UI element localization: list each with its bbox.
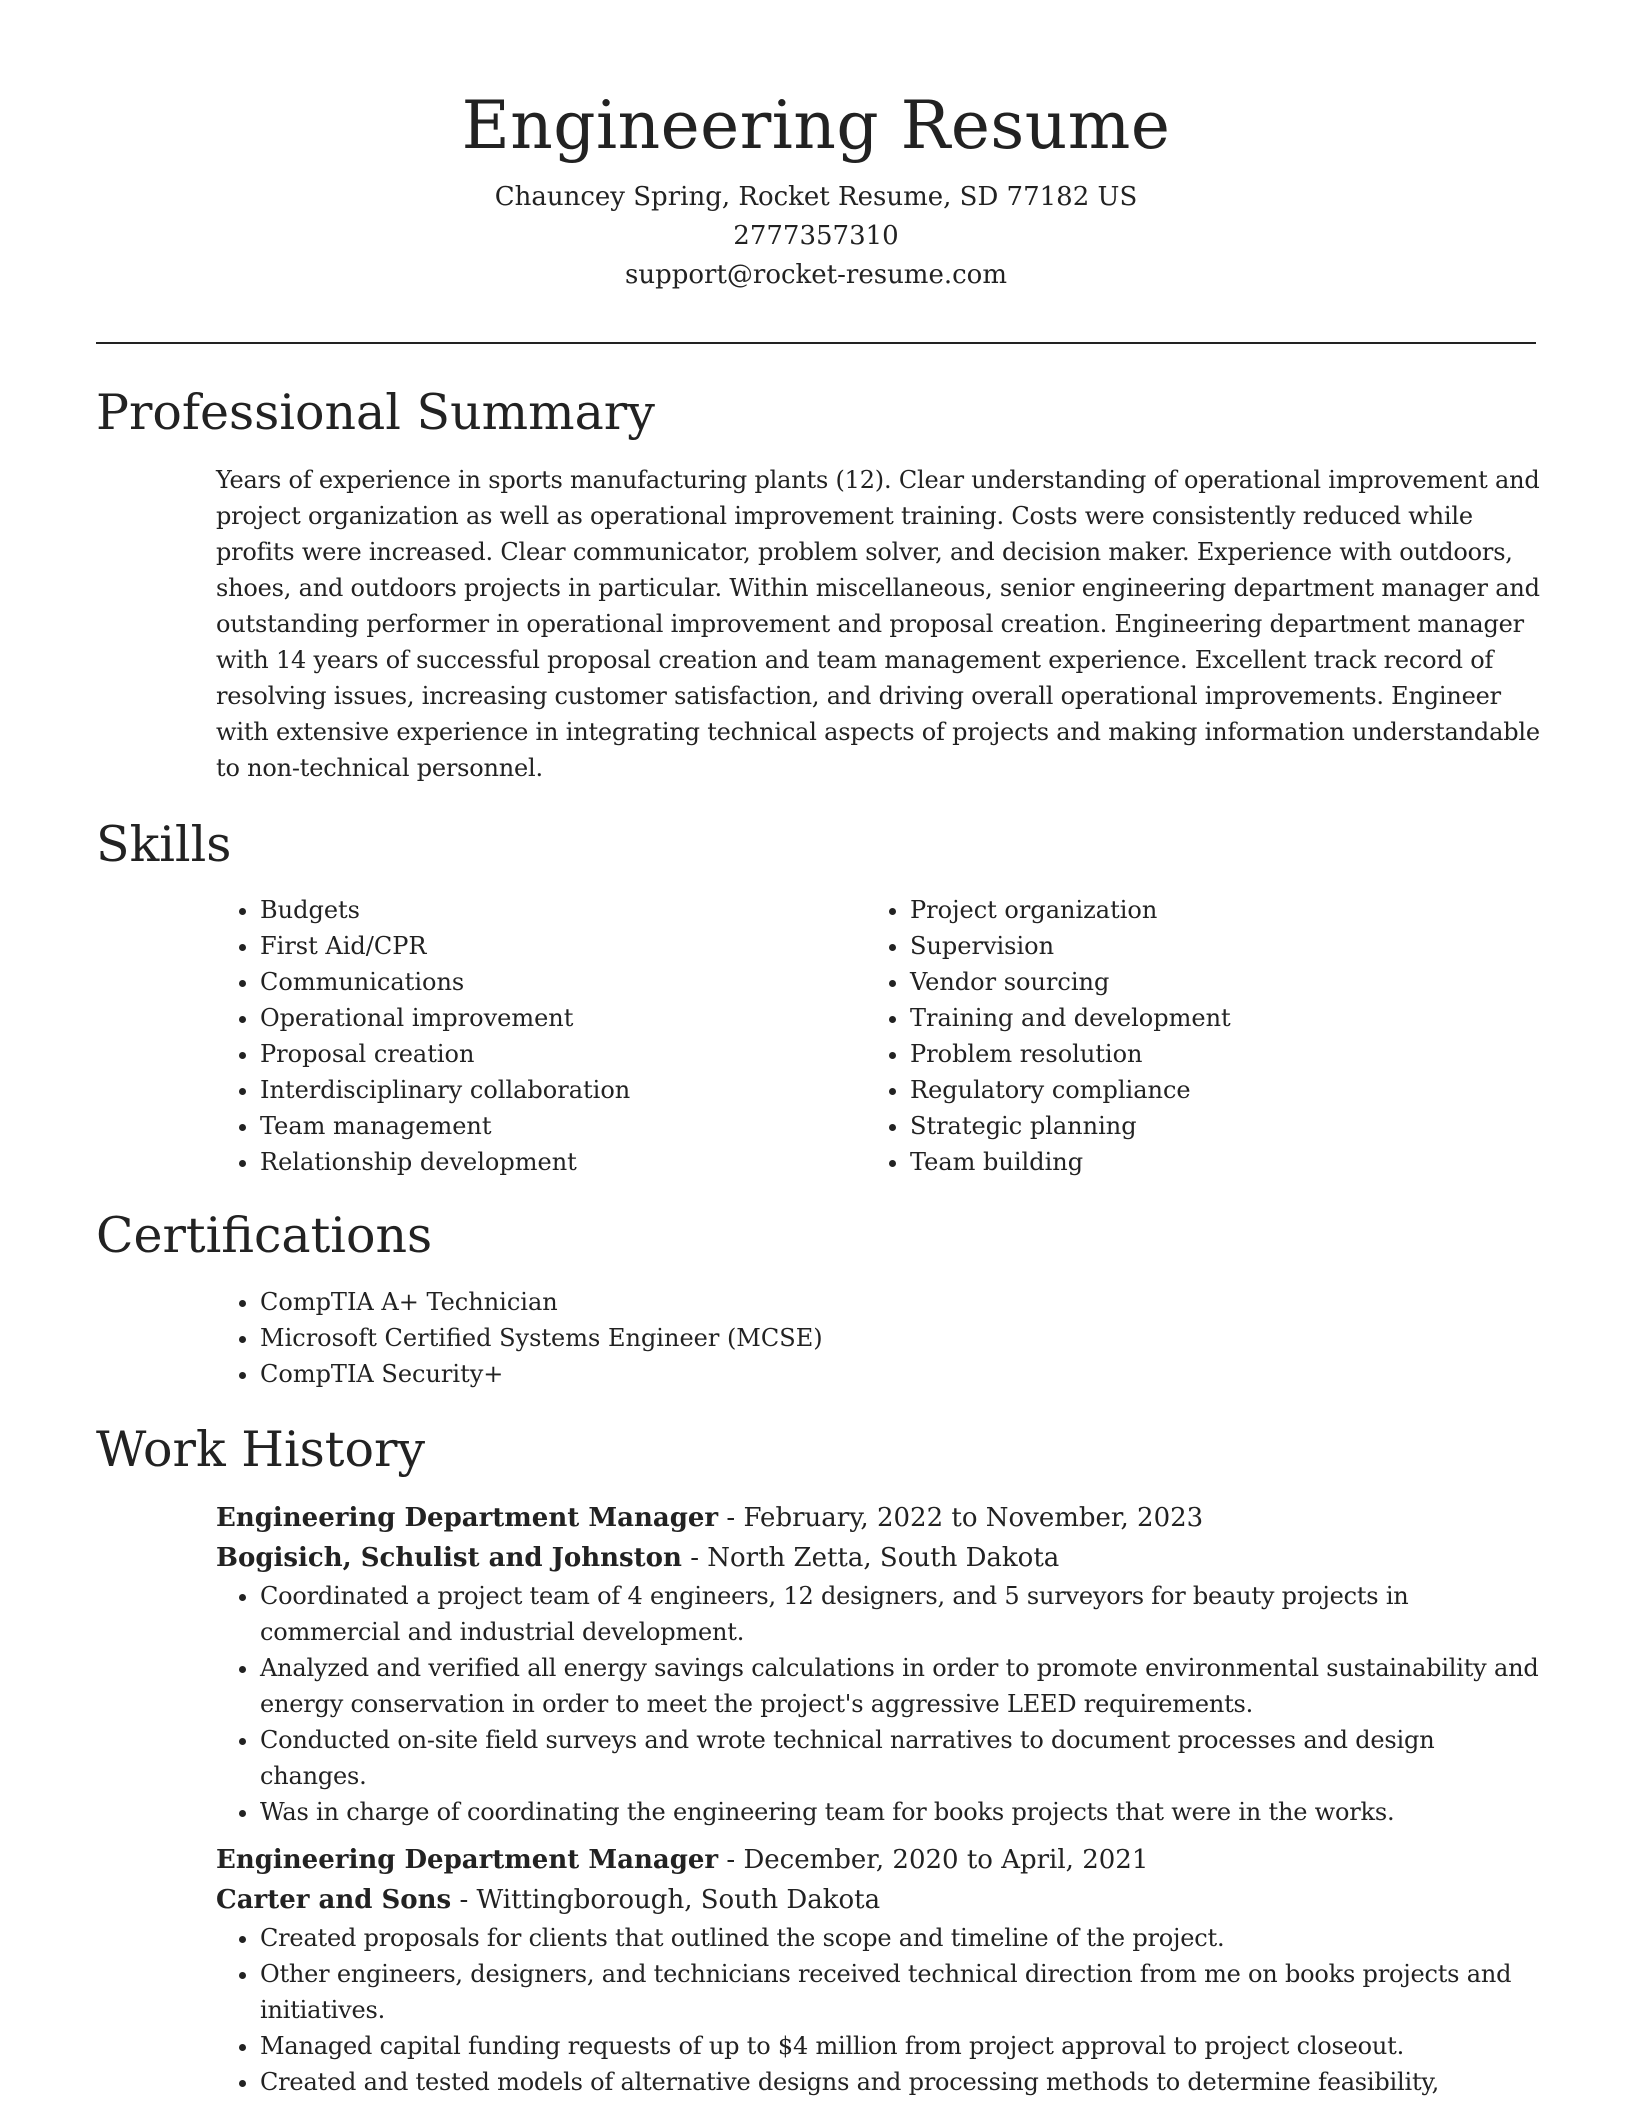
skill-item: • Operational improvement bbox=[260, 1000, 836, 1036]
header-divider bbox=[96, 342, 1536, 344]
job-location: - Wittingborough, South Dakota bbox=[459, 1885, 881, 1915]
job-bullet: • Analyzed and verified all energy savings calculations in order to promote environmental sustainability and energy conservation in order to meet the project's aggressive LEED requirements. bbox=[260, 1650, 1541, 1722]
certifications-list bbox=[216, 1284, 1516, 1392]
certification-item: • CompTIA Security+ bbox=[260, 1356, 1516, 1392]
job-title: Engineering Department Manager bbox=[216, 1503, 719, 1533]
job-company: Bogisich, Schulist and Johnston bbox=[216, 1543, 682, 1573]
skill-item: • Training and development bbox=[910, 1000, 1526, 1036]
skill-item: • Proposal creation bbox=[260, 1036, 836, 1072]
resume-title: Engineering Resume bbox=[461, 87, 1171, 164]
certification-item: • Microsoft Certified Systems Engineer (MCSE) bbox=[260, 1320, 1516, 1356]
job-bullets bbox=[216, 1920, 1541, 2100]
contact-address: Chauncey Spring, Rocket Resume, SD 77182 US bbox=[494, 182, 1138, 212]
job-dates: - February, 2022 to November, 2023 bbox=[726, 1503, 1204, 1533]
summary-heading: Professional Summary bbox=[96, 384, 655, 441]
skill-item: • Regulatory compliance bbox=[910, 1072, 1526, 1108]
summary-text: Years of experience in sports manufacturing plants (12). Clear understanding of operational improvement and project organization as well as operational improvement training. Costs were consistently reduced while profits were increased. Clear communicator, problem solver, and decision maker. Experience with outdoors, shoes, and outdoors projects in particular. Within miscellaneous, senior engineering department manager and outstanding performer in operational improvement and proposal creation. Engineering department manager with 14 years of successful proposal creation and team management experience. Excellent track record of resolving issues, increasing customer satisfaction, and driving overall operational improvements. Engineer with extensive experience in integrating technical aspects of projects and making information understandable to non-technical personnel. bbox=[216, 466, 1540, 782]
certification-item: • CompTIA A+ Technician bbox=[260, 1284, 1516, 1320]
skill-item: • First Aid/CPR bbox=[260, 928, 836, 964]
skill-item: • Team management bbox=[260, 1108, 836, 1144]
work-history-heading: Work History bbox=[96, 1421, 426, 1478]
job-dates: - December, 2020 to April, 2021 bbox=[726, 1845, 1149, 1875]
skill-item: • Team building bbox=[910, 1144, 1526, 1180]
job-bullet: • Other engineers, designers, and technicians received technical direction from me on books projects and initiatives. bbox=[260, 1956, 1541, 2028]
job-company-line bbox=[216, 1880, 1541, 1920]
skill-item: • Project organization bbox=[910, 892, 1526, 928]
contact-info bbox=[0, 178, 1632, 295]
skills-right-column bbox=[866, 892, 1526, 1180]
skill-item: • Interdisciplinary collaboration bbox=[260, 1072, 836, 1108]
skill-item: • Strategic planning bbox=[910, 1108, 1526, 1144]
skills-heading: Skills bbox=[96, 816, 232, 873]
contact-phone: 2777357310 bbox=[733, 221, 899, 251]
skill-item: • Problem resolution bbox=[910, 1036, 1526, 1072]
job-bullet: • Managed capital funding requests of up to $4 million from project approval to project closeout. bbox=[260, 2028, 1541, 2064]
job-bullet: • Conducted on-site field surveys and wrote technical narratives to document processes and design changes. bbox=[260, 1722, 1541, 1794]
job-bullet: • Created proposals for clients that outlined the scope and timeline of the project. bbox=[260, 1920, 1541, 1956]
job-entry bbox=[216, 1498, 1541, 1830]
skill-item: • Budgets bbox=[260, 892, 836, 928]
contact-email: support@rocket-resume.com bbox=[624, 260, 1007, 290]
job-title-line bbox=[216, 1498, 1541, 1538]
job-bullet: • Coordinated a project team of 4 engineers, 12 designers, and 5 surveyors for beauty projects in commercial and industrial development. bbox=[260, 1578, 1541, 1650]
skill-item: • Supervision bbox=[910, 928, 1526, 964]
skills-left-column bbox=[216, 892, 836, 1180]
skill-item: • Relationship development bbox=[260, 1144, 836, 1180]
job-bullet: • Was in charge of coordinating the engineering team for books projects that were in the works. bbox=[260, 1794, 1541, 1830]
job-title: Engineering Department Manager bbox=[216, 1845, 719, 1875]
skill-item: • Vendor sourcing bbox=[910, 964, 1526, 1000]
job-company: Carter and Sons bbox=[216, 1885, 452, 1915]
job-bullet: • Created and tested models of alternative designs and processing methods to determine feasibility, bbox=[260, 2064, 1541, 2100]
job-location: - North Zetta, South Dakota bbox=[690, 1543, 1060, 1573]
job-title-line bbox=[216, 1840, 1541, 1880]
job-bullets bbox=[216, 1578, 1541, 1830]
certifications-heading: Certifications bbox=[96, 1207, 433, 1264]
resume-header bbox=[0, 0, 1632, 295]
job-entry bbox=[216, 1840, 1541, 2100]
skill-item: • Communications bbox=[260, 964, 836, 1000]
job-company-line bbox=[216, 1538, 1541, 1578]
